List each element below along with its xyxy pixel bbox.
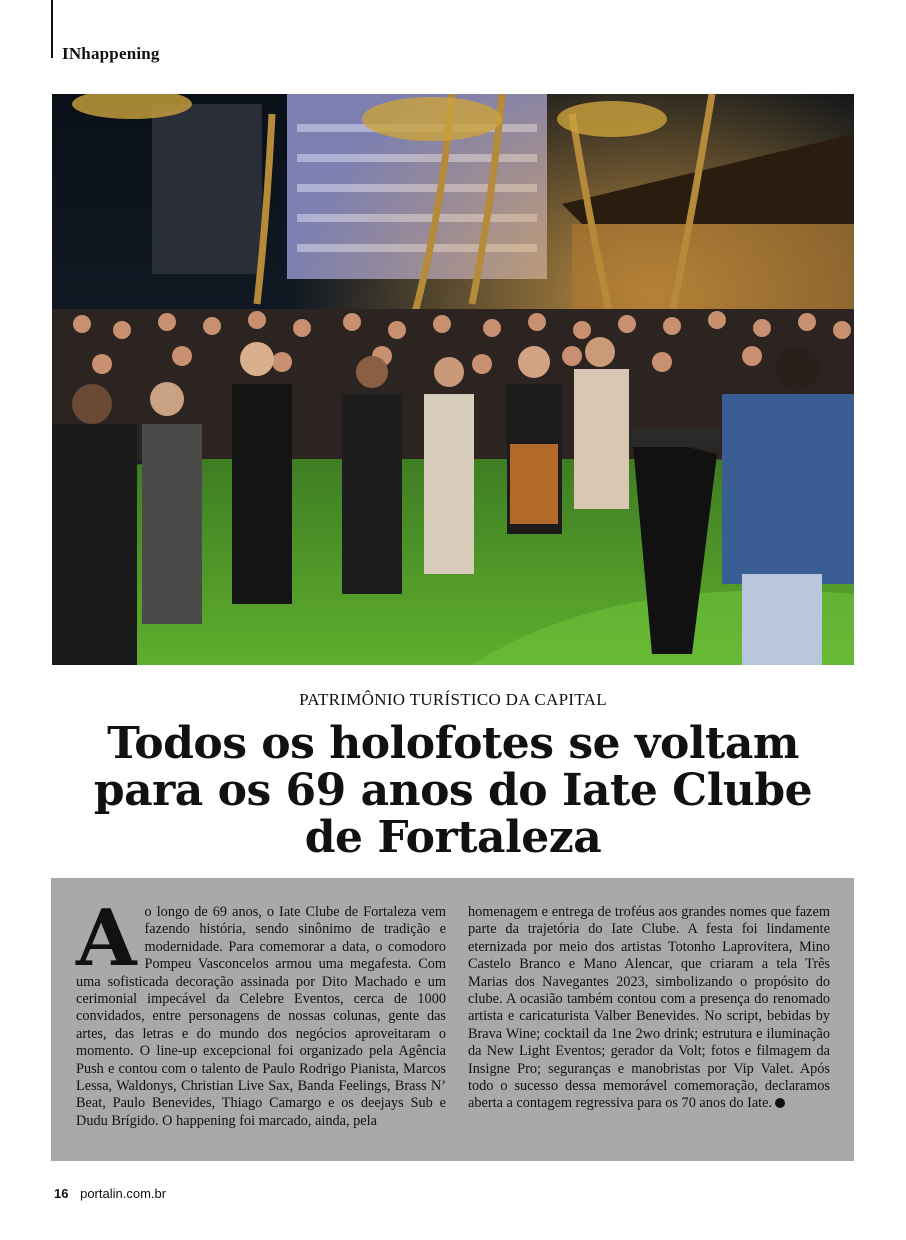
- article-column-1: [76, 893, 446, 1130]
- top-rule: [51, 0, 53, 58]
- article-title: Todos os holofotes se voltam para os 69 anos do Iate Clube de Fortaleza: [93, 718, 813, 863]
- event-photo: [52, 94, 854, 665]
- page-number: 16: [54, 1186, 69, 1201]
- article-column-2: [468, 904, 830, 1113]
- column-1-text: o longo de 69 anos, o Iate Clube de Fortaleza vem fazendo história, sendo sinônimo de tradição e modernidade. Para comemorar a data, o comodoro Pompeu Vasconcelos armou uma megafesta. Com uma sofisticada decoração assinada por Dito Machado e um cerimonial impecável da Celebre Eventos, cerca de 1000 convidados, entre personagens de nossas colunas, gente das artes, das letras e do mundo dos negócios aproveitaram o momento. O line-up excepcional foi organizado pela Agência Push e contou com o talento de Paulo Rodrigo Pianista, Marcos Lessa, Waldonys, Christian Live Sax, Banda Feelings, Brass N’ Beat, Paulo Benevides, Thiago Camargo e os deejays Sub e Dudu Brígido. O happening foi marcado, ainda, pela: [76, 904, 446, 1129]
- article-kicker: PATRIMÔNIO TURÍSTICO DA CAPITAL: [299, 690, 607, 709]
- page-footer: [54, 1186, 166, 1201]
- end-mark-icon: [775, 1098, 785, 1108]
- site-url: portalin.com.br: [80, 1186, 167, 1201]
- article-body: [51, 878, 854, 1161]
- drop-cap: A: [76, 893, 137, 984]
- column-2-text: homenagem e entrega de troféus aos grandes nomes que fazem parte da trajetória do Iate Clube. A festa foi lindamente eternizada por meio dos artistas Totonho Laprovitera, Mino Castelo Branco e Mano Alencar, que criaram a tela Três Marias dos Navegantes 2023, simbolizando o propósito do clube. A ocasião também contou com a presença do renomado artista e caricaturista Valber Benevides. No script, bebidas by Brava Wine; cocktail da 1ne 2wo drink; estrutura e iluminação da New Light Eventos; gerador da Volt; fotos e filmagem da Insigne Pro; seguranças e manobristas por Vip Valet. Após todo o sucesso dessa memorável comemoração, declaramos aberta a contagem regressiva para os 70 anos do Iate.: [468, 904, 830, 1112]
- section-label: INhappening: [62, 44, 160, 63]
